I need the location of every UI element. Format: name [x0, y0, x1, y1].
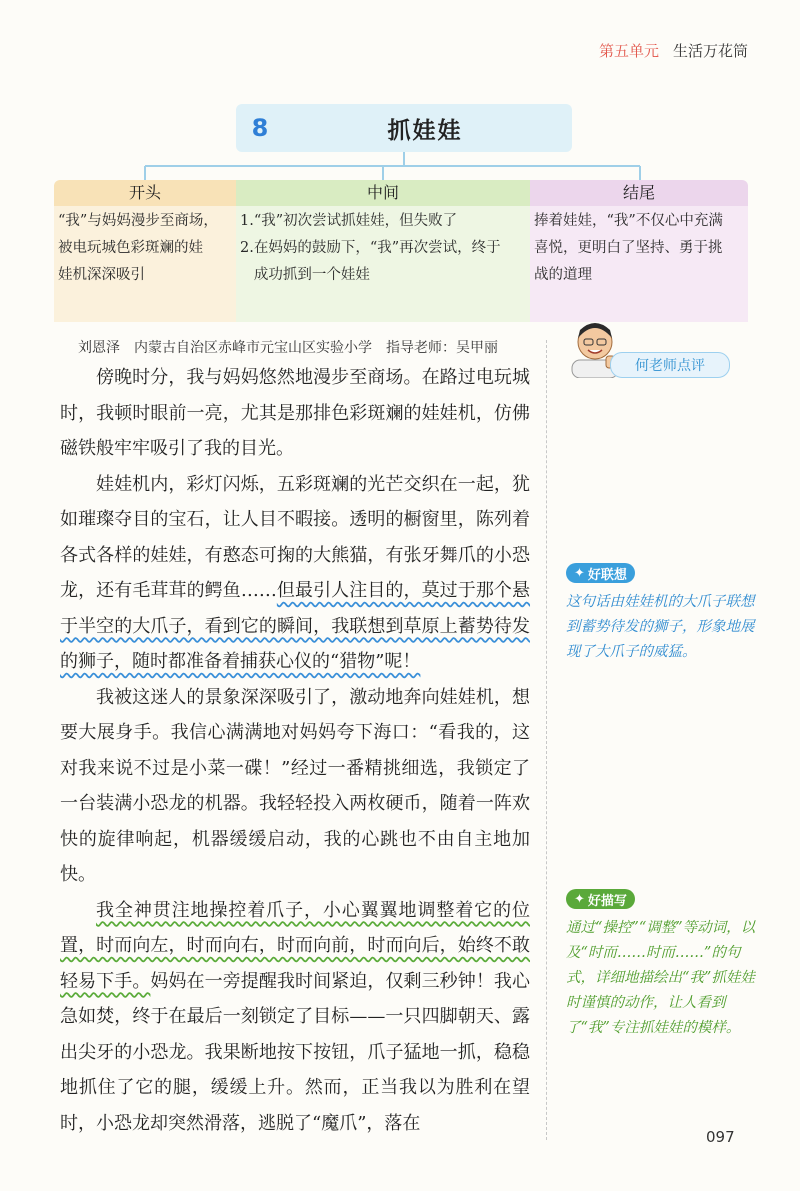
structure-ending: [530, 180, 748, 322]
opening-label: 开头: [54, 180, 236, 206]
paragraph-text: 妈妈在一旁提醒我时间紧迫，仅剩三秒钟！我心急如焚，终于在最后一刻锁定了目标——一只四脚朝天、露出尖牙的小恐龙。我果断地按下按钮，爪子猛地一抓，稳稳地抓住了它的腿，缓缓上升。然而，正当我以为胜利在望时，小恐龙却突然滑落，逃脱了“魔爪”，落在: [60, 970, 531, 1134]
middle-label: 中间: [236, 180, 530, 206]
teacher-name: 指导老师：吴甲丽: [386, 340, 498, 356]
association-tag: [566, 563, 635, 583]
structure-opening: [54, 180, 236, 322]
paragraph: [60, 467, 530, 680]
paragraph: 傍晚时分，我与妈妈悠然地漫步至商场。在路过电玩城时，我顿时眼前一亮，尤其是那排色彩斑斓的娃娃机，仿佛磁铁般牢牢吸引了我的目光。: [60, 367, 530, 459]
ending-label: 结尾: [530, 180, 748, 206]
highlighted-association: 但最引人注目的，莫过于那个悬于半空的大爪子，看到它的瞬间，我联想到草原上蓄势待发的狮子，随时都准备着捕获心仪的“猎物”呢！: [60, 580, 531, 672]
middle-line: 成功抓到一个娃娃: [240, 267, 370, 283]
paragraph: [60, 893, 530, 1142]
highlighted-description: 我全神贯注地操控着爪子，小心翼翼地调整着它的位置，时而向左，时而向右，时而向前，时而向后，始终不敢轻易下手。: [60, 899, 530, 992]
association-tag-label: 好联想: [587, 567, 627, 583]
column-divider: [546, 340, 547, 1140]
opening-line: 娃机深深吸引: [58, 267, 145, 283]
structure-middle: [236, 180, 530, 322]
page-number: 097: [706, 1128, 735, 1146]
opening-line: 被电玩城色彩斑斓的娃: [58, 240, 203, 256]
middle-line: 2.在妈妈的鼓励下，“我”再次尝试，终于: [240, 240, 501, 256]
school-name: 内蒙古自治区赤峰市元宝山区实验小学: [134, 340, 372, 356]
byline: [78, 337, 512, 357]
essay-body: [60, 360, 530, 1141]
unit-theme: 生活万花筒: [672, 42, 748, 60]
middle-line: 1.“我”初次尝试抓娃娃，但失败了: [240, 213, 458, 229]
paragraph: 我被这迷人的景象深深吸引了，激动地奔向娃娃机，想要大展身手。我信心满满地对妈妈夸下海口：“看我的，这对我来说不过是小菜一碟！”经过一番精挑细选，我锁定了一台装满小恐龙的机器。我轻轻投入两枚硬币，随着一阵欢快的旋律响起，机器缓缓启动，我的心跳也不由自主地加快。: [60, 686, 530, 885]
ending-line: 捧着娃娃，“我”不仅心中充满: [534, 213, 723, 229]
lesson-title: 抓娃娃: [387, 117, 463, 144]
ending-line: 战的道理: [534, 267, 592, 283]
description-tag-label: 好描写: [587, 893, 627, 909]
description-tag: [566, 889, 635, 909]
star-icon: ✦: [574, 565, 585, 581]
ending-line: 喜悦，更明白了坚持、勇于挑: [534, 240, 723, 256]
paragraph-text: 娃娃机内，彩灯闪烁，五彩斑斓的光芒交织在一起，犹如璀璨夺目的宝石，让人目不暇接。透明的橱窗里，陈列着各式各样的娃娃，有憨态可掬的大熊猫，有张牙舞爪的小恐龙，还有毛茸茸的鳄鱼……: [60, 473, 530, 601]
author-name: 刘恩泽: [78, 340, 120, 356]
teacher-comment-label: 何老师点评: [610, 352, 730, 378]
structure-connector: [0, 0, 800, 200]
lesson-number: 8: [251, 114, 269, 142]
association-note: 这句话由娃娃机的大爪子联想到蓄势待发的狮子，形象地展现了大爪子的威猛。: [566, 594, 755, 660]
description-note: 通过“操控”“调整”等动词，以及“时而……时而……”的句式，详细地描绘出“我”抓娃娃时谨慎的动作，让人看到了“我”专注抓娃娃的模样。: [566, 920, 756, 1036]
star-icon: ✦: [574, 891, 585, 907]
opening-line: “我”与妈妈漫步至商场，: [58, 213, 218, 229]
unit-label: 第五单元: [598, 42, 659, 60]
